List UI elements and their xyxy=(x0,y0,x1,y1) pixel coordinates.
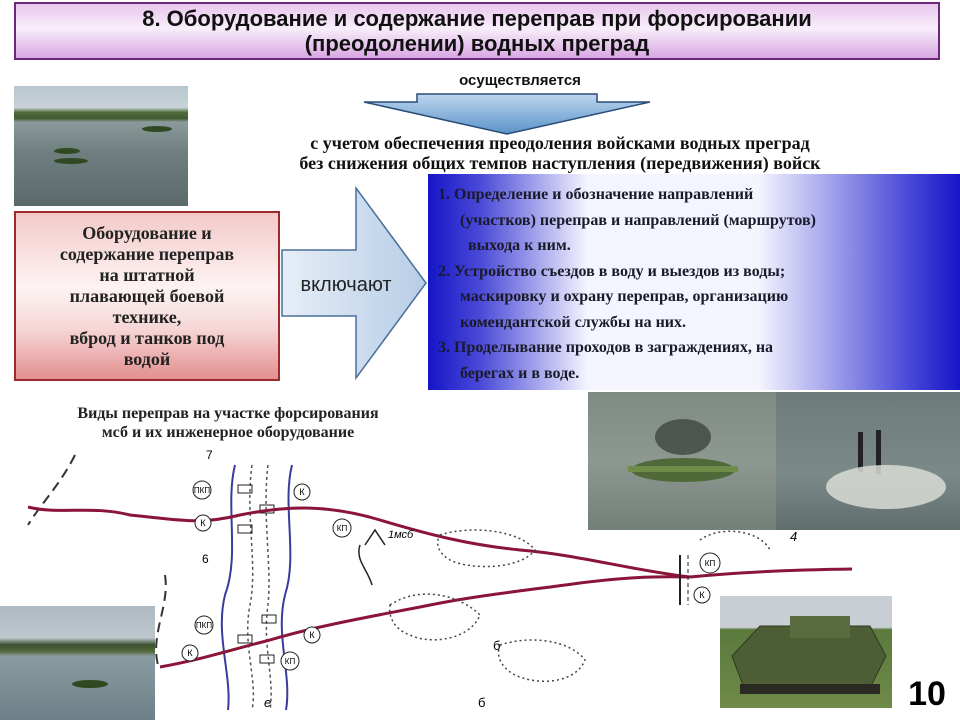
label-6: 6 xyxy=(202,552,209,566)
list-item-line: выхода к ним. xyxy=(468,237,571,254)
diagram-title xyxy=(18,404,438,442)
pkp-label-bottom: ПКП xyxy=(195,621,213,630)
equipment-line: вброд и танков под xyxy=(69,327,225,348)
unit-label: 1мсб xyxy=(388,529,414,541)
list-item-line: берегах и в воде. xyxy=(460,364,580,382)
equipment-line: плавающей боевой xyxy=(69,285,225,306)
route-line-lower xyxy=(160,577,690,667)
condition-line-1: с учетом обеспечения преодоления войсками водных преград xyxy=(310,133,810,153)
measures-list-box xyxy=(428,174,960,390)
subtitle-text: осуществляется xyxy=(459,72,581,89)
river-bank-line xyxy=(222,465,235,710)
equipment-box xyxy=(14,211,280,381)
boundary-line xyxy=(28,455,75,525)
label-7: 7 xyxy=(206,448,213,462)
down-arrow-icon xyxy=(362,92,652,136)
condition-text xyxy=(160,133,960,173)
page-number: 10 xyxy=(900,670,954,718)
crossing-position xyxy=(238,525,252,533)
equipment-line: технике, xyxy=(112,306,182,327)
title-line-1: 8. Оборудование и содержание переправ при форсировании xyxy=(142,6,812,31)
boundary-line xyxy=(156,575,166,665)
route-line-upper xyxy=(28,507,852,577)
unit-symbol xyxy=(359,545,372,585)
list-item-line: комендантской службы на них. xyxy=(460,313,687,331)
equipment-line: водой xyxy=(123,348,171,369)
islet-shape xyxy=(54,148,80,154)
list-item-line: маскировку и охрану переправ, организацию xyxy=(460,288,789,305)
river-bank-line xyxy=(248,465,254,710)
title-line-2: (преодолении) водных преград xyxy=(304,31,650,56)
pkp-label-top: ПКП xyxy=(193,486,211,495)
islet-shape xyxy=(142,126,172,132)
page-title xyxy=(142,6,812,56)
crossing-diagram xyxy=(0,445,860,720)
condition-line-2: без снижения общих темпов наступления (передвижения) войск xyxy=(299,153,821,173)
assembly-area xyxy=(499,640,585,681)
diagram-title-line-2: мсб и их инженерное оборудование xyxy=(101,424,355,441)
diagram-title-line-1: Виды переправ на участке форсирования xyxy=(77,405,379,422)
k-label: К xyxy=(699,590,705,600)
unit-symbol xyxy=(365,530,385,545)
crossing-position xyxy=(238,635,252,643)
assembly-area xyxy=(438,530,535,567)
islet-shape xyxy=(54,158,88,164)
assembly-area xyxy=(390,594,480,640)
kp-label: КП xyxy=(704,559,716,568)
k-label: К xyxy=(187,648,193,658)
k-label: К xyxy=(309,630,315,640)
includes-label: включают xyxy=(300,274,392,296)
label-e: е xyxy=(264,695,272,710)
label-4: 4 xyxy=(790,529,798,544)
list-item-line: 2. Устройство съездов в воду и выездов из воды; xyxy=(438,262,786,280)
equipment-line: содержание переправ xyxy=(59,243,235,264)
crossing-position xyxy=(262,615,276,623)
equipment-line: на штатной xyxy=(99,264,195,285)
list-item-line: 3. Проделывание проходов в заграждениях, на xyxy=(438,339,774,356)
list-item-line: 1. Определение и обозначение направлений xyxy=(438,186,754,203)
list-item-line: (участков) переправ и направлений (маршрутов) xyxy=(460,211,816,229)
equipment-box-text xyxy=(56,219,238,374)
equipment-line: Оборудование и xyxy=(82,222,212,243)
k-label: К xyxy=(200,518,206,528)
kp-label: КП xyxy=(284,657,296,666)
label-b-mid: б xyxy=(493,638,501,653)
label-b-bottom: б xyxy=(478,695,486,710)
assembly-area xyxy=(700,531,770,550)
river-bank-line xyxy=(266,465,271,710)
k-label: К xyxy=(299,487,305,497)
title-banner xyxy=(14,2,940,60)
kp-label: КП xyxy=(336,524,348,533)
river-bank-line xyxy=(282,465,292,710)
crossing-position xyxy=(260,655,274,663)
